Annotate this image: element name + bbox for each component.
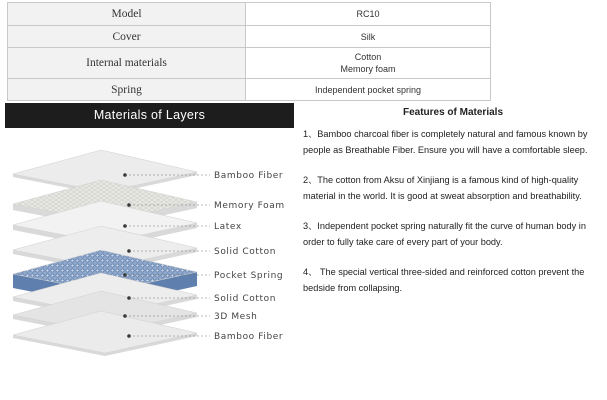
spec-value: RC10 [246, 3, 491, 26]
spec-value: Independent pocket spring [246, 79, 491, 101]
layer-label: 3D Mesh [214, 312, 258, 322]
layer-label: Bamboo Fiber [214, 332, 284, 342]
spec-value-line: Cotton [354, 52, 382, 62]
spec-row-spring [8, 79, 491, 101]
layer-label: Memory Foam [214, 201, 285, 211]
layers-panel [5, 103, 294, 400]
spec-table [7, 2, 491, 101]
spec-label: Internal materials [8, 48, 246, 79]
layer-label: Solid Cotton [214, 294, 277, 304]
layer-label: Solid Cotton [214, 247, 277, 257]
spec-row-internal-materials [8, 48, 491, 79]
layers-panel-title: Materials of Layers [5, 103, 294, 128]
features-title: Features of Materials [402, 107, 504, 118]
spec-value-line: Memory foam [340, 64, 396, 74]
feature-item: 1、Bamboo charcoal fiber is completely natural and famous known by people as Breathable Fiber. Ensure you will have a comfortable sleep. [303, 129, 588, 155]
spec-value: Silk [246, 26, 491, 48]
mattress-layers-illustration [5, 128, 294, 400]
spec-label: Cover [8, 26, 246, 48]
layer-label: Bamboo Fiber [214, 171, 284, 181]
features-panel [303, 104, 603, 311]
feature-item: 3、Independent pocket spring naturally fit the curve of human body in order to fully take care of every part of your body. [303, 221, 586, 247]
spec-label: Model [8, 3, 246, 26]
spec-row-model [8, 3, 491, 26]
layer-label: Pocket Spring [214, 271, 284, 281]
feature-item: 4、 The special vertical three-sided and reinforced cotton prevent the bedside from collapsing. [303, 267, 585, 293]
spec-row-cover [8, 26, 491, 48]
layer-label: Latex [214, 222, 242, 232]
spec-label: Spring [8, 79, 246, 101]
feature-item: 2、The cotton from Aksu of Xinjiang is a famous kind of high-quality material in the world. It is good at sweat absorption and breathability. [303, 175, 582, 201]
spec-value [246, 48, 491, 79]
